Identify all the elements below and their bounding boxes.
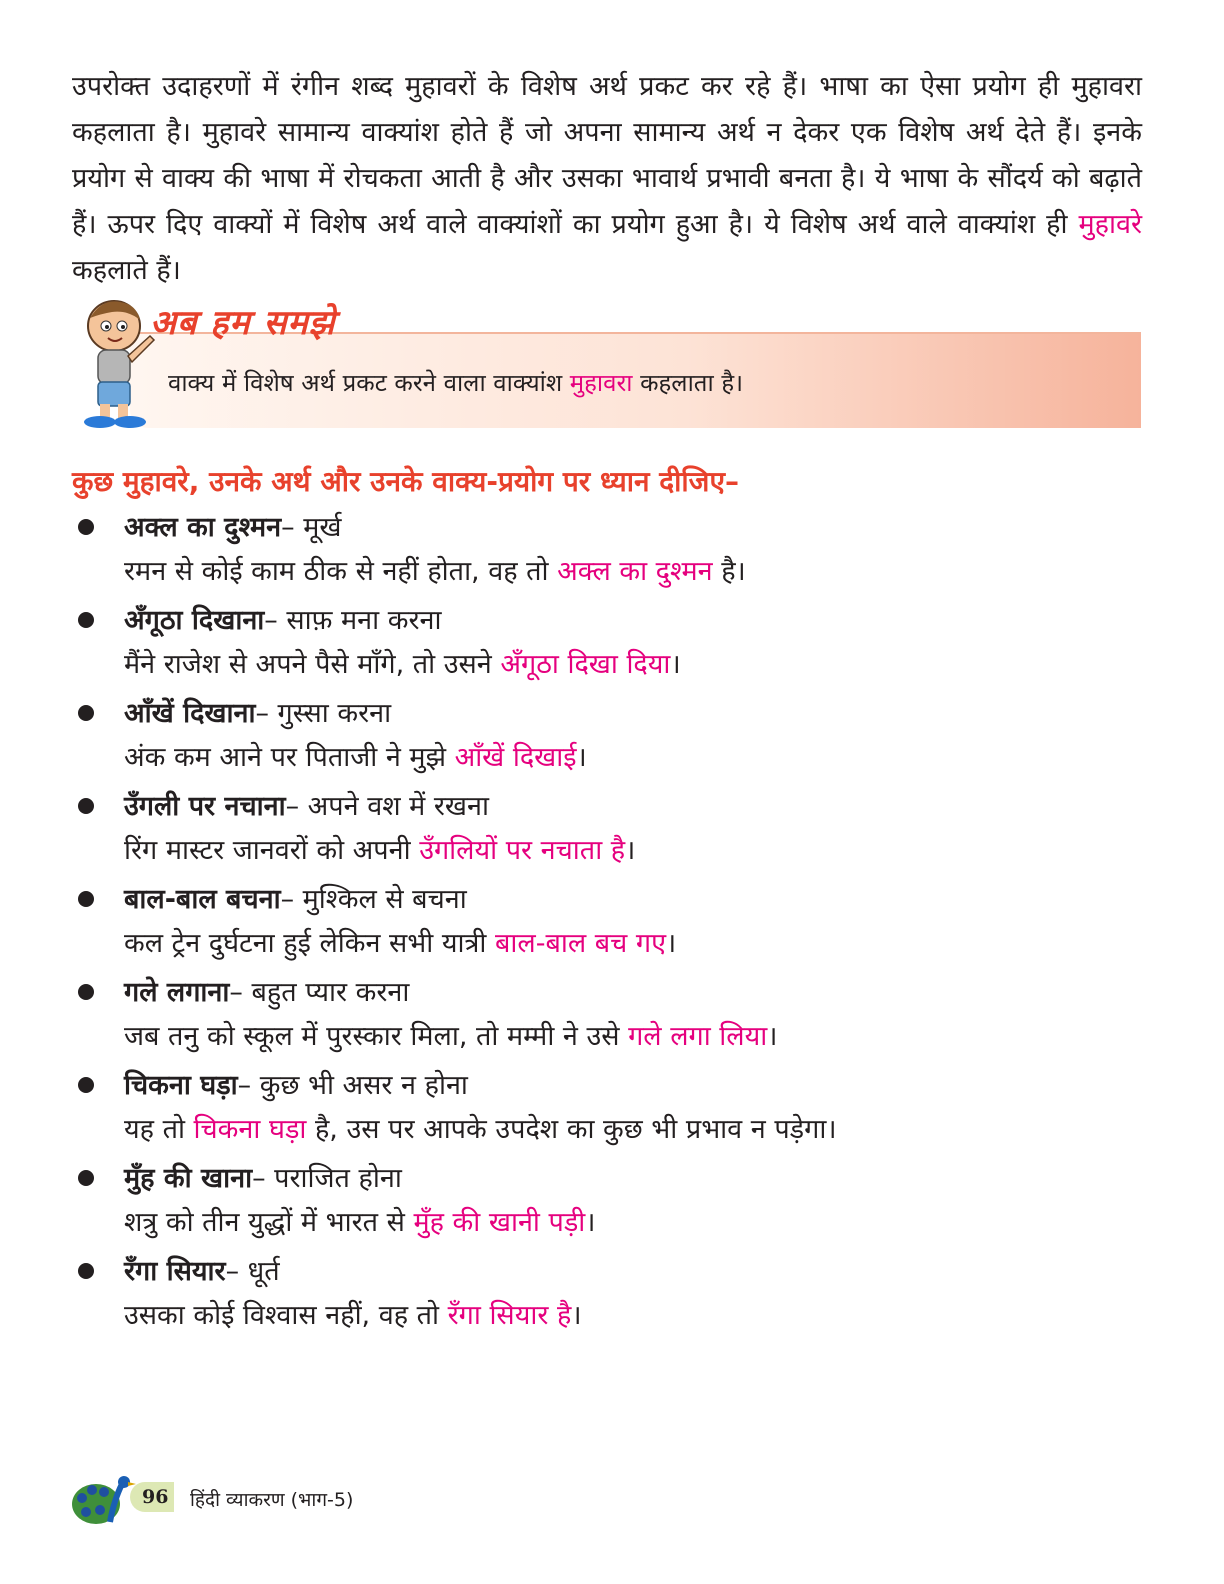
- example-before: कल ट्रेन दुर्घटना हुई लेकिन सभी यात्री: [124, 928, 495, 959]
- idiom-meaning: – बहुत प्यार करना: [229, 977, 410, 1008]
- list-item: [72, 1250, 1152, 1343]
- intro-text-after: कहलाते हैं।: [72, 255, 181, 286]
- example-after: है।: [712, 556, 746, 587]
- idiom-example: [124, 550, 746, 594]
- example-highlight: गले लगा लिया: [628, 1021, 768, 1052]
- idiom-term: आँखें दिखाना: [124, 698, 256, 729]
- intro-text-before: उपरोक्त उदाहरणों में रंगीन शब्द मुहावरों के विशेष अर्थ प्रकट कर रहे हैं। भाषा का ऐसा प्रयोग ही मुहावरा कहलाता है। मुहावरे सामान्य वाक्यांश होते हैं जो अपना सामान्य अर्थ न देकर एक विशेष अर्थ देते हैं। इनके प्रयोग से वाक्य की भाषा में रोचकता आती है और उसका भावार्थ प्रभावी बनता है। ये भाषा के सौंदर्य को बढ़ाते हैं। ऊपर दिए वाक्यों में विशेष अर्थ वाले वाक्यांशों का प्रयोग हुआ है। ये विशेष अर्थ वाले वाक्यांश ही: [72, 71, 1142, 240]
- definition-box-title: अब हम समझे: [150, 303, 336, 343]
- idiom-meaning: – कुछ भी असर न होना: [237, 1070, 468, 1101]
- example-after: ।: [571, 1300, 582, 1331]
- bullet-icon: [78, 1077, 94, 1093]
- bullet-icon: [78, 984, 94, 1000]
- idiom-definition: [124, 692, 391, 736]
- example-highlight: अँगूठा दिखा दिया: [500, 649, 671, 680]
- bullet-icon: [78, 1170, 94, 1186]
- idiom-example: [124, 922, 676, 966]
- bullet-icon: [78, 612, 94, 628]
- idiom-definition: [124, 785, 489, 829]
- example-before: रिंग मास्टर जानवरों को अपनी: [124, 835, 420, 866]
- example-after: ।: [576, 742, 587, 773]
- example-before: रमन से कोई काम ठीक से नहीं होता, वह तो: [124, 556, 558, 587]
- idiom-example: [124, 1294, 582, 1338]
- bullet-icon: [78, 1263, 94, 1279]
- idiom-term: गले लगाना: [124, 977, 230, 1008]
- idiom-meaning: – मुश्किल से बचना: [280, 884, 467, 915]
- example-after: ।: [670, 649, 681, 680]
- list-item: [72, 785, 1152, 878]
- idiom-term: मुँह की खाना: [124, 1163, 253, 1194]
- idiom-definition: [124, 878, 467, 922]
- example-before: मैंने राजेश से अपने पैसे माँगे, तो उसने: [124, 649, 501, 680]
- idiom-example: [124, 736, 587, 780]
- example-highlight: मुँह की खानी पड़ी: [413, 1207, 586, 1238]
- section-heading: कुछ मुहावरे, उनके अर्थ और उनके वाक्य-प्रयोग पर ध्यान दीजिए–: [72, 465, 739, 498]
- list-item: [72, 599, 1152, 692]
- example-highlight: अक्ल का दुश्मन: [557, 556, 713, 587]
- definition-text: [168, 366, 743, 399]
- idiom-example: [124, 829, 635, 873]
- idiom-definition: [124, 1250, 280, 1294]
- idiom-example: [124, 1108, 837, 1152]
- example-highlight: बाल-बाल बच गए: [494, 928, 667, 959]
- idiom-definition: [124, 1157, 402, 1201]
- list-item: [72, 878, 1152, 971]
- definition-text-after: कहलाता है।: [632, 369, 744, 397]
- idiom-example: [124, 643, 681, 687]
- idiom-term: अँगूठा दिखाना: [124, 605, 265, 636]
- definition-highlight: मुहावरा: [569, 369, 633, 397]
- idiom-definition: [124, 971, 409, 1015]
- book-title: हिंदी व्याकरण (भाग-5): [190, 1489, 354, 1511]
- example-after: ।: [585, 1207, 596, 1238]
- list-item: [72, 692, 1152, 785]
- example-after: ।: [625, 835, 636, 866]
- example-after: है, उस पर आपके उपदेश का कुछ भी प्रभाव न पड़ेगा।: [306, 1114, 837, 1145]
- idiom-definition: [124, 599, 442, 643]
- list-item: [72, 971, 1152, 1064]
- boy-mascot-icon: [72, 296, 162, 430]
- bullet-icon: [78, 519, 94, 535]
- list-item: [72, 1157, 1152, 1250]
- list-item: [72, 1064, 1152, 1157]
- idiom-meaning: – धूर्त: [225, 1256, 280, 1287]
- example-before: उसका कोई विश्वास नहीं, वह तो: [124, 1300, 448, 1331]
- idiom-meaning: – पराजित होना: [252, 1163, 402, 1194]
- list-item: [72, 506, 1152, 599]
- idiom-example: [124, 1015, 777, 1059]
- example-highlight: रँगा सियार है: [447, 1300, 572, 1331]
- example-after: ।: [767, 1021, 778, 1052]
- intro-highlight: मुहावरे: [1078, 209, 1142, 240]
- idiom-list: [72, 506, 1152, 1343]
- example-highlight: चिकना घड़ा: [193, 1114, 307, 1145]
- bullet-icon: [78, 798, 94, 814]
- idiom-term: अक्ल का दुश्मन: [124, 512, 282, 543]
- example-before: यह तो: [124, 1114, 194, 1145]
- example-before: शत्रु को तीन युद्धों में भारत से: [124, 1207, 414, 1238]
- example-after: ।: [666, 928, 677, 959]
- example-before: अंक कम आने पर पिताजी ने मुझे: [124, 742, 455, 773]
- idiom-definition: [124, 1064, 468, 1108]
- example-highlight: उँगलियों पर नचाता है: [419, 835, 626, 866]
- idiom-definition: [124, 506, 341, 550]
- bullet-icon: [78, 705, 94, 721]
- idiom-term: रँगा सियार: [124, 1256, 226, 1287]
- idiom-term: उँगली पर नचाना: [124, 791, 286, 822]
- idiom-example: [124, 1201, 596, 1245]
- bullet-icon: [78, 891, 94, 907]
- example-before: जब तनु को स्कूल में पुरस्कार मिला, तो मम्मी ने उसे: [124, 1021, 629, 1052]
- example-highlight: आँखें दिखाई: [454, 742, 577, 773]
- idiom-term: चिकना घड़ा: [124, 1070, 238, 1101]
- idiom-term: बाल-बाल बचना: [124, 884, 281, 915]
- intro-paragraph: [72, 64, 1142, 294]
- idiom-meaning: – गुस्सा करना: [255, 698, 392, 729]
- page-number: 96: [142, 1486, 169, 1508]
- idiom-meaning: – साफ़ मना करना: [264, 605, 442, 636]
- idiom-meaning: – अपने वश में रखना: [285, 791, 489, 822]
- definition-text-before: वाक्य में विशेष अर्थ प्रकट करने वाला वाक्यांश: [168, 369, 570, 397]
- idiom-meaning: – मूर्ख: [281, 512, 342, 543]
